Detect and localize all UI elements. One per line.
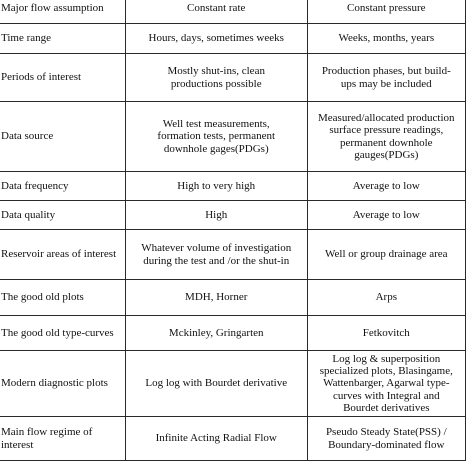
row-label-cell [0,230,125,280]
cell-text: Well test measurements, [162,118,270,131]
constant-pressure-cell [307,417,465,461]
constant-pressure-cell [307,54,465,102]
cell-text: gauges(PDGs) [354,148,419,161]
row-label-cell [0,316,125,351]
cell-text: High [205,208,228,221]
row-label-cell [0,24,125,54]
cell-text: Weeks, months, years [338,32,435,45]
table-row [0,0,466,24]
row-label-cell [0,54,125,102]
row-label-cell [0,172,125,201]
constant-pressure-cell [307,201,465,230]
table-row [0,24,466,54]
table-row [0,54,466,102]
cell-text: downhole gages(PDGs) [163,142,269,155]
constant-pressure-cell [307,0,465,24]
cell-text: Fetkovitch [362,326,410,339]
row-label-cell [0,0,125,24]
cell-text: Arps [375,291,397,304]
cell-text: MDH, Horner [185,291,248,304]
cell-text: Production phases, but build- [321,65,451,78]
cell-text: Reservoir areas of interest [1,248,117,261]
constant-rate-cell [125,230,307,280]
cell-text: High to very high [177,179,256,192]
cell-text: productions possible [170,77,262,90]
constant-rate-cell [125,172,307,201]
cell-text: Pseudo Steady State(PSS) / [325,426,447,439]
cell-text: Main flow regime of [1,426,93,439]
constant-rate-cell [125,280,307,316]
cell-text: Measured/allocated production [318,111,455,124]
row-label-cell [0,417,125,461]
constant-rate-cell [125,351,307,417]
constant-pressure-cell [307,280,465,316]
table-row [0,417,466,461]
cell-text: Log log with Bourdet derivative [145,377,288,390]
cell-text: Modern diagnostic plots [1,377,108,390]
cell-text: Infinite Acting Radial Flow [155,432,277,445]
cell-text: during the test and /or the shut-in [143,254,290,267]
cell-text: Average to low [352,179,420,192]
cell-text: Log log & superposition [332,352,441,365]
cell-text: Constant rate [187,2,246,15]
cell-text: permanent downhole [340,136,433,149]
cell-text: Data quality [1,208,56,221]
constant-pressure-cell [307,102,465,172]
constant-pressure-cell [307,230,465,280]
row-label-cell [0,201,125,230]
cell-text: Well or group drainage area [325,248,448,261]
constant-pressure-cell [307,172,465,201]
table-row [0,230,466,280]
cell-text: interest [1,438,34,451]
cell-text: specialized plots, Blasingame, [319,365,453,378]
constant-rate-cell [125,0,307,24]
table-row [0,102,466,172]
row-label-cell [0,102,125,172]
cell-text: Mostly shut-ins, clean [167,65,265,78]
cell-text: Wattenbarger, Agarwal type- [323,377,450,390]
cell-text: The good old type-curves [1,326,114,339]
cell-text: curves with Integral and [332,389,440,402]
cell-text: Mckinley, Gringarten [168,326,264,339]
table-row [0,201,466,230]
cell-text: ups may be included [340,77,432,90]
cell-text: Time range [1,32,52,45]
constant-pressure-cell [307,351,465,417]
cell-text: formation tests, permanent [157,130,276,143]
cell-text: Boundary-dominated flow [328,438,445,451]
cell-text: Constant pressure [347,2,426,15]
cell-text: surface pressure readings, [329,124,444,137]
constant-rate-cell [125,417,307,461]
cell-text: The good old plots [1,291,84,304]
row-label-cell [0,351,125,417]
cell-text: Major flow assumption [1,2,104,15]
cell-text: Bourdet derivatives [343,401,430,414]
table-row [0,316,466,351]
constant-pressure-cell [307,24,465,54]
cell-text: Average to low [352,208,420,221]
row-label-cell [0,280,125,316]
table-row [0,280,466,316]
cell-text: Whatever volume of investigation [141,242,292,255]
cell-text: Hours, days, sometimes weeks [148,32,284,45]
table-row [0,351,466,417]
constant-rate-cell [125,201,307,230]
constant-rate-cell [125,102,307,172]
constant-rate-cell [125,316,307,351]
cell-text: Periods of interest [1,71,82,84]
constant-rate-cell [125,24,307,54]
cell-text: Data frequency [1,179,69,192]
constant-rate-cell [125,54,307,102]
table-row [0,172,466,201]
cell-text: Data source [1,130,54,143]
constant-pressure-cell [307,316,465,351]
